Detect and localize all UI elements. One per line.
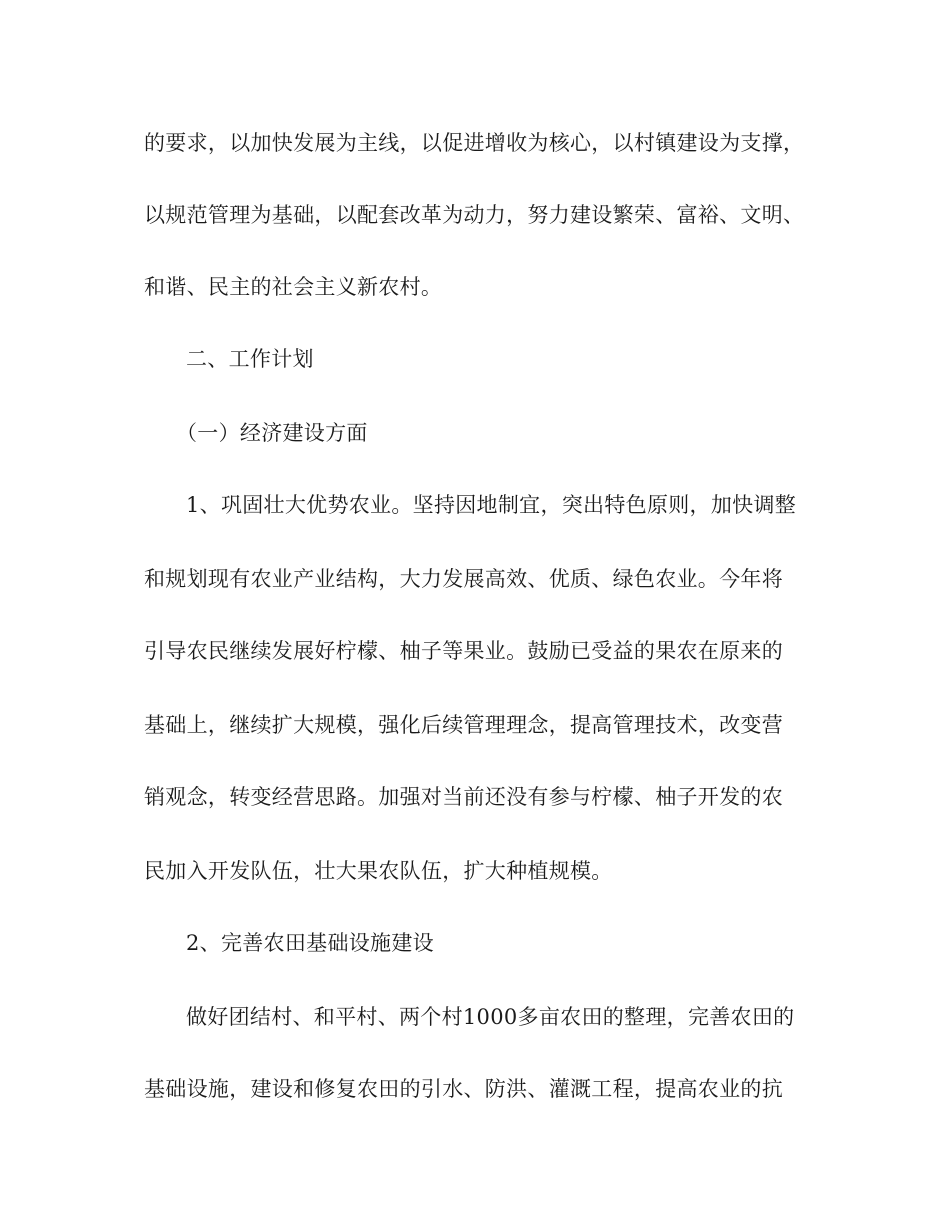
paragraph-line: 1、巩固壮大优势农业。坚持因地制宜，突出特色原则，加快调整	[186, 493, 797, 517]
item-heading: 2、完善农田基础设施建设	[186, 931, 434, 955]
paragraph-line: 民加入开发队伍，壮大果农队伍，扩大种植规模。	[144, 859, 613, 883]
paragraph-line: 销观念，转变经营思路。加强对当前还没有参与柠檬、柚子开发的农	[144, 785, 783, 809]
paragraph-line: 引导农民继续发展好柠檬、柚子等果业。鼓励已受益的果农在原来的	[144, 639, 783, 663]
section-heading: 二、工作计划	[186, 347, 314, 371]
paragraph-line: 和谐、民主的社会主义新农村。	[144, 275, 443, 299]
subsection-heading: （一）经济建设方面	[176, 421, 368, 445]
paragraph-line: 以规范管理为基础，以配套改革为动力，努力建设繁荣、富裕、文明、	[144, 203, 805, 227]
paragraph-line: 做好团结村、和平村、两个村1000多亩农田的整理，完善农田的	[186, 1005, 795, 1029]
paragraph-line: 的要求，以加快发展为主线，以促进增收为核心，以村镇建设为支撑，	[144, 131, 805, 155]
paragraph-line: 基础设施，建设和修复农田的引水、防洪、灌溉工程，提高农业的抗	[144, 1077, 783, 1101]
paragraph-line: 和规划现有农业产业结构，大力发展高效、优质、绿色农业。今年将	[144, 567, 783, 591]
paragraph-line: 基础上，继续扩大规模，强化后续管理理念，提高管理技术，改变营	[144, 713, 783, 737]
